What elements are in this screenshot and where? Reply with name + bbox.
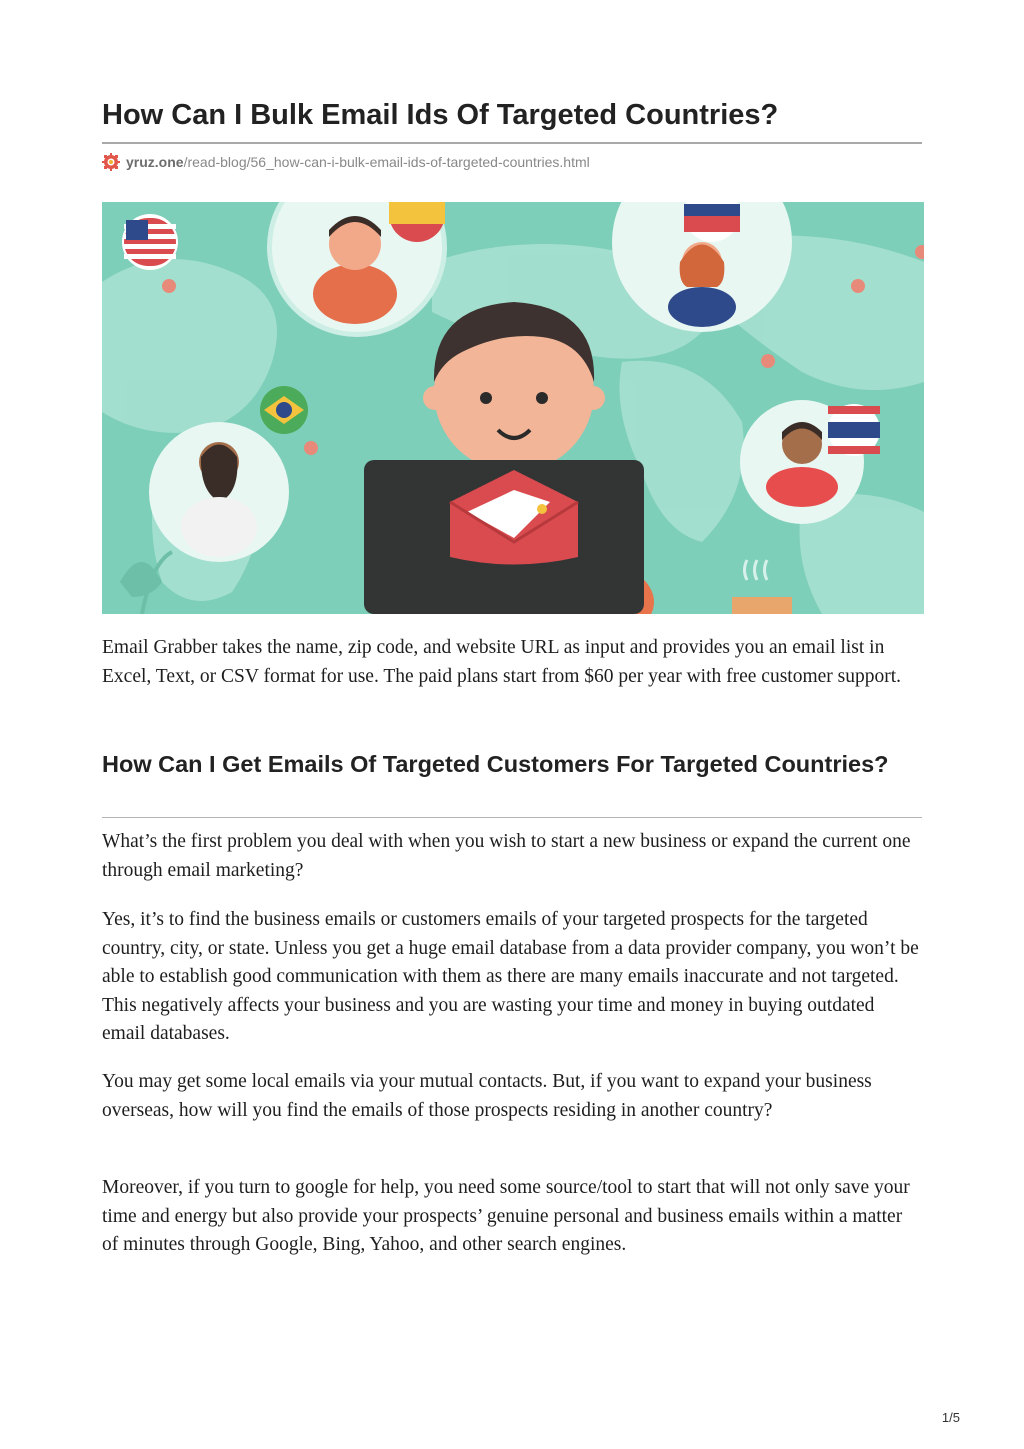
source-site: yruz.one <box>126 154 184 170</box>
section-divider <box>102 817 922 818</box>
body-paragraph: What’s the first problem you deal with when you wish to start a new business or expand the current one through email marketing? <box>102 831 911 881</box>
body-paragraph: Moreover, if you turn to google for help, you need some source/tool to start that will not only save your time and energy but also provide your prospects’ genuine personal and business emails within a matter of minutes through Google, Bing, Yahoo, and other search engines. <box>102 1177 910 1255</box>
title-divider <box>102 142 922 144</box>
source-line <box>102 152 590 172</box>
source-link[interactable] <box>126 154 590 170</box>
section-heading: How Can I Get Emails Of Targeted Customers For Targeted Countries? <box>102 751 889 777</box>
body-paragraph: Yes, it’s to find the business emails or customers emails of your targeted prospects for the targeted country, city, or state. Unless you get a huge email database from a data provider company, you won’t be able to establish good communication with them as there are many emails inaccurate and not targeted. This negatively affects your business and you are wasting your time and money in buying outdated email databases. <box>102 909 919 1044</box>
page-number: 1/5 <box>941 1410 960 1425</box>
body-paragraph: You may get some local emails via your mutual contacts. But, if you want to expand your business overseas, how will you find the emails of those prospects residing in another country? <box>102 1071 872 1121</box>
hero-image <box>102 202 924 614</box>
intro-paragraph: Email Grabber takes the name, zip code, and website URL as input and provides you an email list in Excel, Text, or CSV format for use. The paid plans start from $60 per year with free customer support. <box>102 637 902 687</box>
email-world-illustration <box>102 202 924 614</box>
page-title: How Can I Bulk Email Ids Of Targeted Countries? <box>102 99 779 131</box>
gear-logo-icon <box>102 153 120 171</box>
source-path: /read-blog/56_how-can-i-bulk-email-ids-of-targeted-countries.html <box>183 154 590 170</box>
